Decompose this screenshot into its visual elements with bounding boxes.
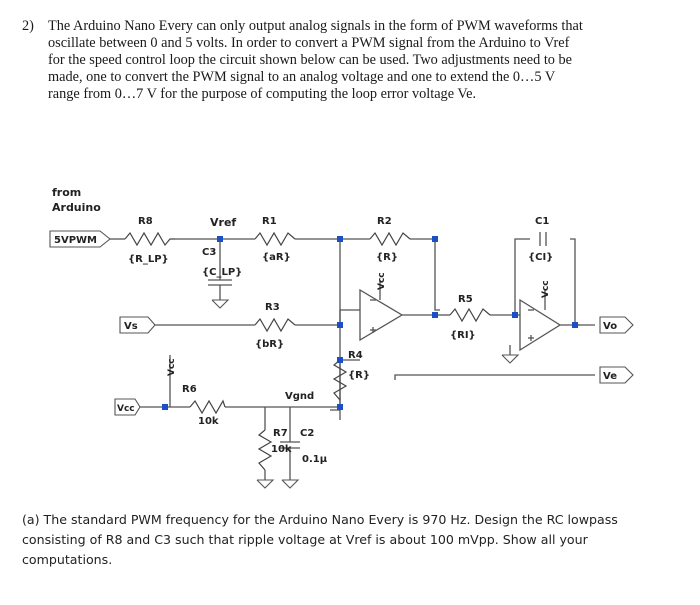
r8-value: {R_LP} bbox=[128, 254, 169, 265]
part-a-line-2: consisting of R8 and C3 such that ripple voltage at Vref is about 100 mVpp. Show all your bbox=[22, 532, 588, 547]
r5-label: R5 bbox=[458, 294, 473, 305]
r7-value: 10k bbox=[271, 444, 292, 455]
problem-statement bbox=[22, 18, 672, 103]
c3-value: {C_LP} bbox=[202, 267, 243, 278]
ve-port-label: Ve bbox=[603, 371, 617, 382]
c1-value: {CI} bbox=[528, 252, 554, 263]
c2-label: C2 bbox=[300, 428, 315, 439]
problem-number: 2) bbox=[22, 18, 34, 34]
c2-value: 0.1µ bbox=[302, 454, 328, 465]
part-a-question bbox=[22, 510, 672, 570]
part-a-line-1: (a) The standard PWM frequency for the Arduino Nano Every is 970 Hz. Design the RC lowpass bbox=[22, 512, 618, 527]
from-label: from bbox=[52, 186, 82, 199]
c3-label: C3 bbox=[202, 247, 217, 258]
vgnd-label: Vgnd bbox=[285, 391, 315, 402]
arduino-label: Arduino bbox=[52, 201, 101, 214]
vs-port-label: Vs bbox=[124, 321, 138, 332]
r6-label: R6 bbox=[182, 384, 197, 395]
r7-label: R7 bbox=[273, 428, 288, 439]
r4-label: R4 bbox=[348, 350, 363, 361]
r5-value: {RI} bbox=[450, 330, 476, 341]
r3-value: {bR} bbox=[255, 339, 285, 350]
problem-line-4: made, one to convert the PWM signal to an analog voltage and one to extend the 0…5 V bbox=[48, 69, 556, 85]
r2-label: R2 bbox=[377, 216, 392, 227]
vo-port-label: Vo bbox=[603, 321, 618, 332]
r8-label: R8 bbox=[138, 216, 153, 227]
r1-label: R1 bbox=[262, 216, 277, 227]
problem-line-5: range from 0…7 V for the purpose of computing the loop error voltage Ve. bbox=[48, 86, 477, 102]
r3-label: R3 bbox=[265, 302, 280, 313]
r4-value: {R} bbox=[348, 370, 370, 381]
r6-value: 10k bbox=[198, 416, 219, 427]
problem-line-3: for the speed control loop the circuit shown below can be used. Two adjustments need to be bbox=[48, 52, 573, 68]
c1-label: C1 bbox=[535, 216, 550, 227]
r2-value: {R} bbox=[376, 252, 398, 263]
vcc-port-label: Vcc bbox=[117, 404, 135, 414]
vref-label: Vref bbox=[210, 216, 237, 229]
vcc-rotated-2: Vcc bbox=[541, 280, 551, 298]
part-a-line-3: computations. bbox=[22, 552, 113, 567]
circuit-schematic bbox=[40, 180, 650, 490]
vcc-rotated-1: Vcc bbox=[377, 272, 387, 290]
r1-value: {aR} bbox=[262, 252, 291, 263]
vcc-rotated-3: Vcc bbox=[167, 358, 177, 376]
problem-line-1: The Arduino Nano Every can only output analog signals in the form of PWM waveforms that bbox=[48, 18, 583, 34]
problem-line-2: oscillate between 0 and 5 volts. In order to convert a PWM signal from the Arduino to Vref bbox=[48, 35, 570, 51]
input-port-label: 5VPWM bbox=[54, 235, 98, 246]
